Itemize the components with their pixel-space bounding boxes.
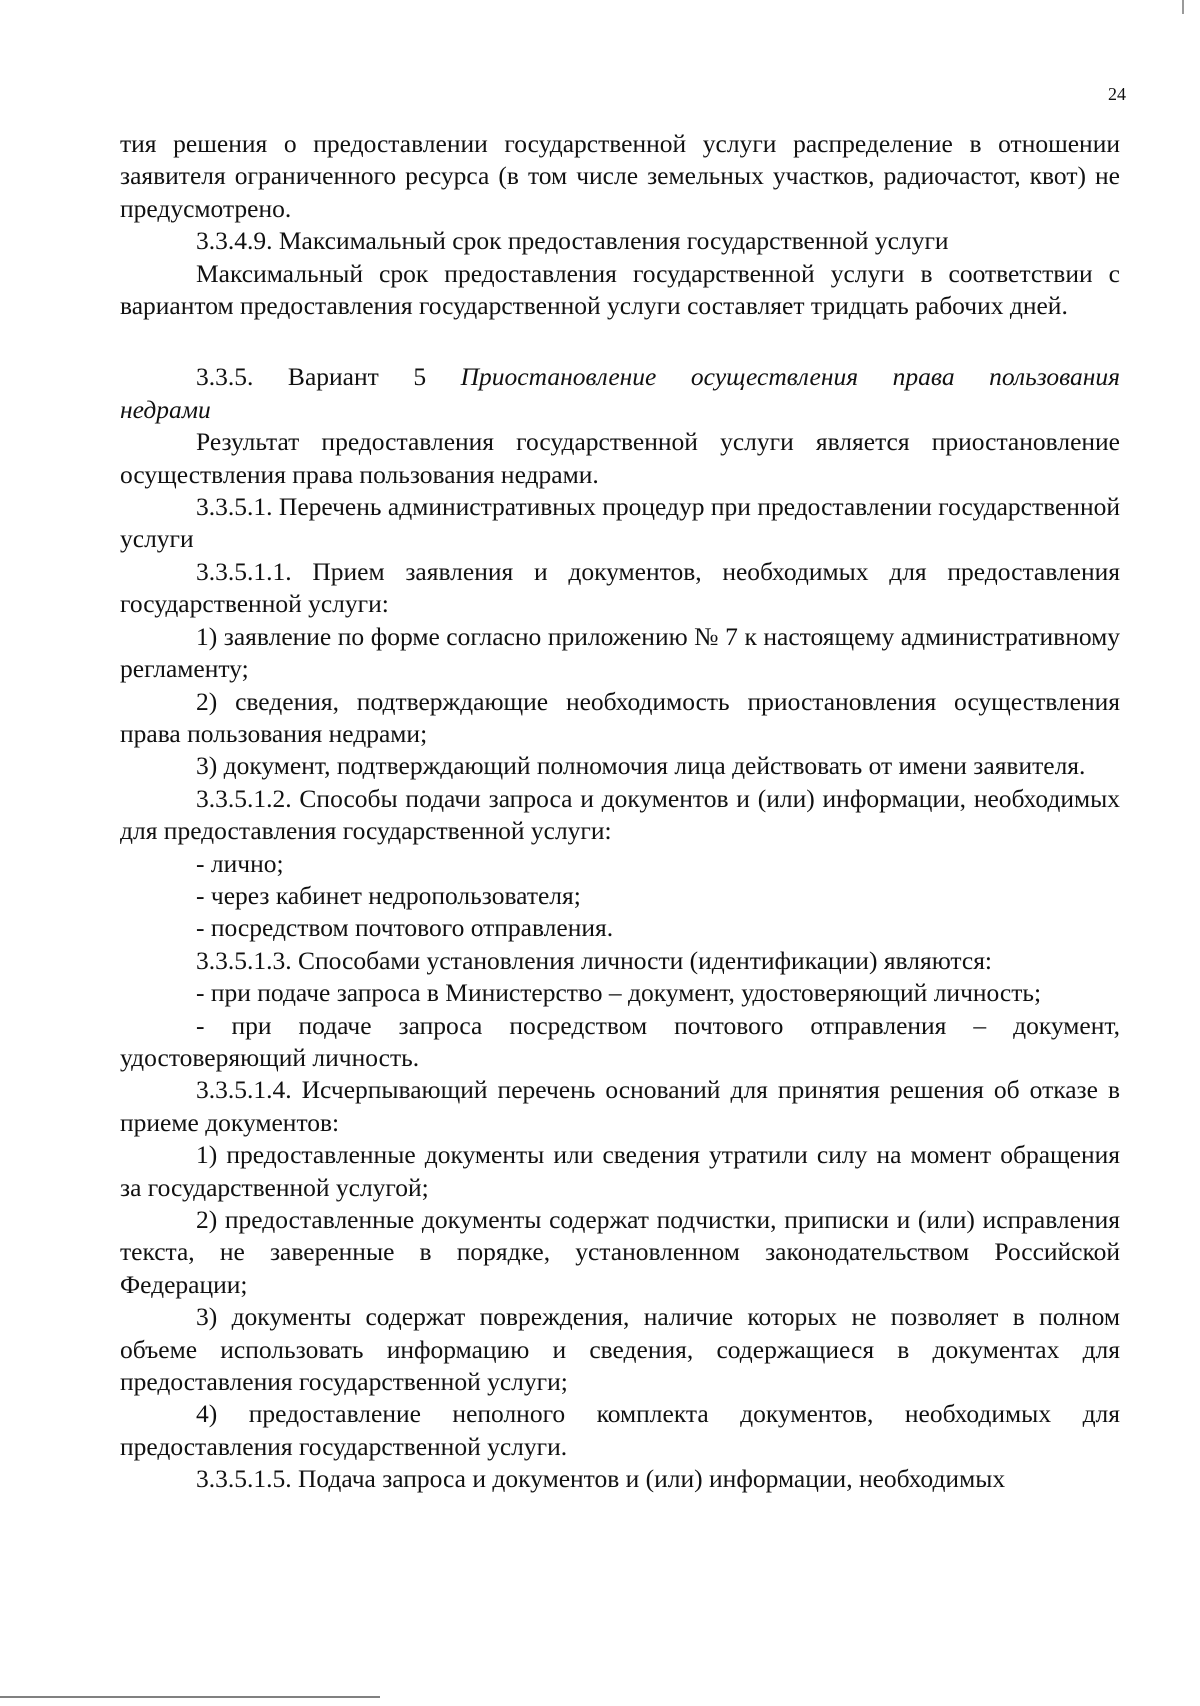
variant-label: 3.3.5. Вариант 5	[196, 362, 461, 392]
list-item: 2) сведения, подтверждающие необходимость приостановления осуществления права пользования недрами;	[120, 686, 1120, 748]
section-heading-3-3-5-1-2: 3.3.5.1.2. Способы подачи запроса и документов и (или) информации, необходимых для предоставления государственной услуги:	[120, 783, 1120, 846]
paragraph-result: Результат предоставления государственной услуги является приостановление осуществления права пользования недрами.	[120, 427, 1120, 489]
list-item: - при подаче запроса в Министерство – документ, удостоверяющий личность;	[196, 978, 1042, 1008]
document-body	[120, 128, 1120, 1496]
section-heading-3-3-5	[120, 361, 1120, 426]
section-heading-3-3-5-1-1: 3.3.5.1.1. Прием заявления и документов, необходимых для предоставления государственной услуги:	[120, 556, 1120, 619]
list-item: 1) предоставленные документы или сведения утратили силу на момент обращения за государственной услугой;	[120, 1140, 1120, 1202]
section-heading-3-3-4-9: 3.3.4.9. Максимальный срок предоставления государственной услуги	[196, 226, 949, 256]
list-item: - посредством почтового отправления.	[196, 913, 614, 943]
paragraph-max-term: Максимальный срок предоставления государственной услуги в соответствии с вариантом предоставления государственной услуги составляет тридцать рабочих дней.	[120, 258, 1120, 321]
list-item: - лично;	[196, 848, 284, 878]
paragraph-continued: тия решения о предоставлении государственной услуги распределение в отношении заявителя ограниченного ресурса (в том числе земельных участков, радиочастот, квот) не предусмотрено.	[120, 129, 1120, 223]
list-item: - при подаче запроса посредством почтового отправления – документ, удостоверяющий личность.	[120, 1010, 1120, 1072]
list-item: 3) документы содержат повреждения, наличие которых не позволяет в полном объеме использовать информацию и сведения, содержащиеся в документах для предоставления государственной услуги;	[120, 1302, 1120, 1397]
list-item: - через кабинет недропользователя;	[196, 880, 581, 910]
section-heading-3-3-5-1-3: 3.3.5.1.3. Способами установления личности (идентификации) являются:	[196, 945, 993, 975]
scan-artifact-mark	[1182, 0, 1184, 14]
section-heading-3-3-5-1: 3.3.5.1. Перечень административных процедур при предоставлении государственной услуги	[120, 492, 1120, 554]
list-item: 2) предоставленные документы содержат подчистки, приписки и (или) исправления текста, не заверенные в порядке, установленном законодательством Российской Федерации;	[120, 1205, 1120, 1299]
list-item: 1) заявление по форме согласно приложению № 7 к настоящему административному регламенту;	[120, 621, 1120, 684]
list-item: 4) предоставление неполного комплекта документов, необходимых для предоставления государственной услуги.	[120, 1399, 1120, 1461]
variant-title: Приостановление осуществления права пользования недрами	[120, 362, 1120, 424]
section-heading-3-3-5-1-4: 3.3.5.1.4. Исчерпывающий перечень оснований для принятия решения об отказе в приеме документов:	[120, 1075, 1120, 1137]
scan-edge-line	[0, 1696, 380, 1698]
list-item: 3) документ, подтверждающий полномочия лица действовать от имени заявителя.	[196, 751, 1086, 781]
page-number: 24	[1108, 84, 1126, 104]
section-heading-3-3-5-1-5: 3.3.5.1.5. Подача запроса и документов и (или) информации, необходимых	[196, 1464, 1006, 1494]
